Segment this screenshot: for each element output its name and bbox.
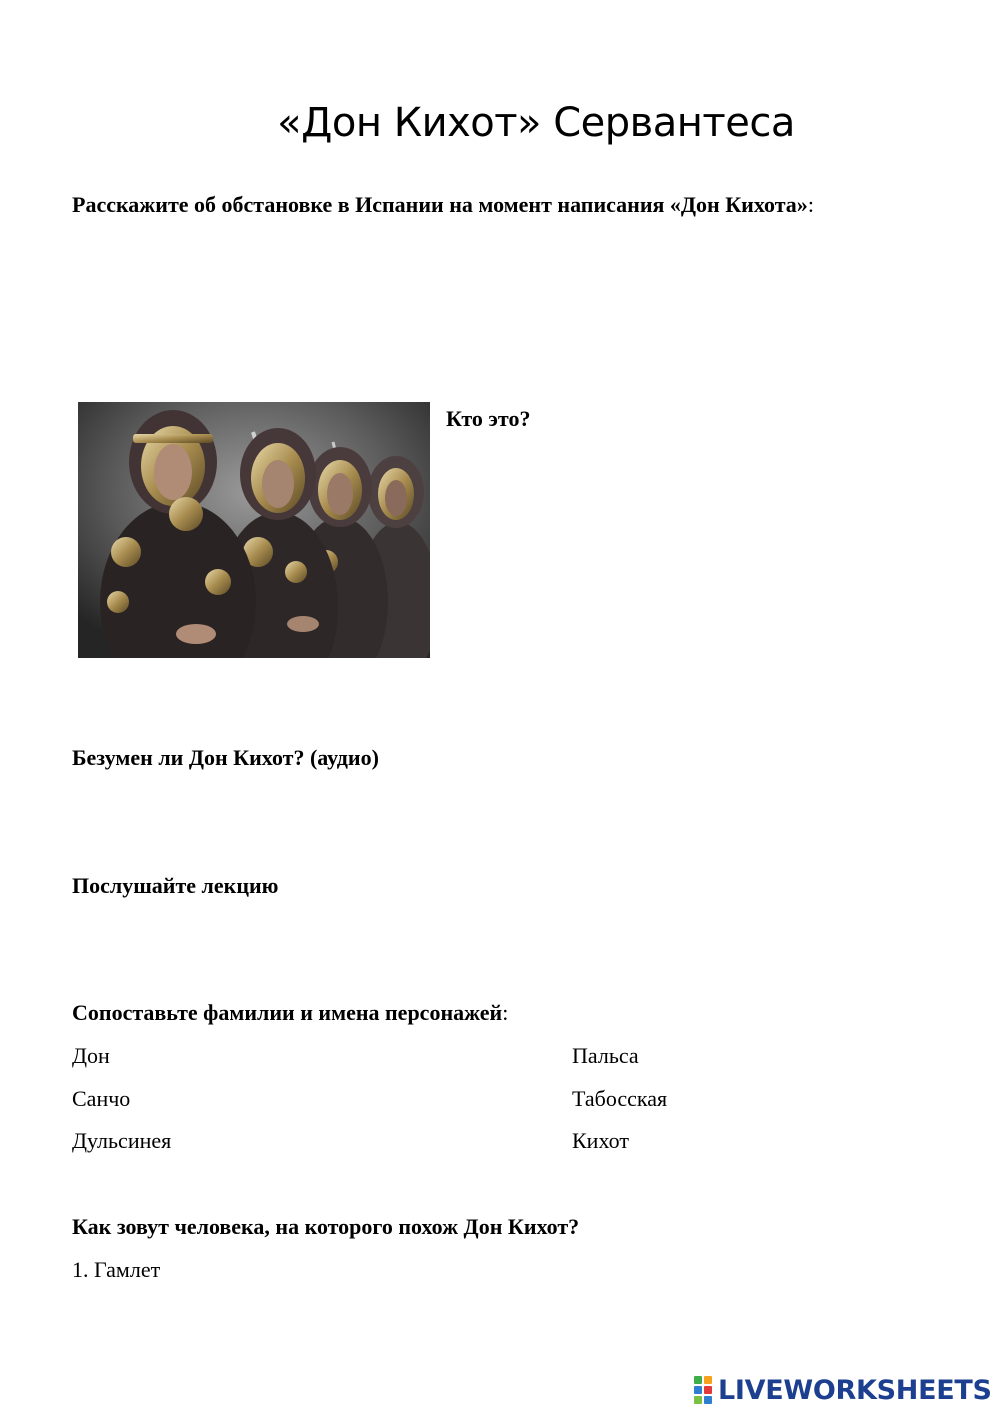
page-title: «Дон Кихот» Сервантеса bbox=[277, 100, 795, 146]
match-right-item[interactable]: Табосская bbox=[572, 1086, 668, 1111]
question-resemblance: Как зовут человека, на которого похож Дон Кихот? bbox=[72, 1214, 580, 1239]
logo-square bbox=[704, 1386, 712, 1394]
logo-square bbox=[694, 1396, 702, 1404]
logo-square bbox=[704, 1396, 712, 1404]
logo-text: LIVEWORKSHEETS bbox=[718, 1374, 992, 1406]
photo-question: Кто это? bbox=[446, 406, 531, 431]
liveworksheets-logo bbox=[694, 1373, 992, 1407]
match-left-item[interactable]: Санчо bbox=[72, 1086, 131, 1111]
logo-square bbox=[694, 1386, 702, 1394]
question-lecture: Послушайте лекцию bbox=[72, 873, 279, 898]
question-spain-context bbox=[72, 192, 814, 218]
warriors-illustration bbox=[78, 402, 430, 658]
question-match-names-text: Сопоставьте фамилии и имена персонажей bbox=[72, 1000, 503, 1025]
warriors-photo bbox=[78, 402, 430, 658]
match-right-item[interactable]: Пальса bbox=[572, 1043, 639, 1068]
question-madness: Безумен ли Дон Кихот? (аудио) bbox=[72, 745, 379, 770]
logo-grid-icon bbox=[694, 1376, 712, 1404]
answer-option[interactable]: 1. Гамлет bbox=[72, 1257, 161, 1282]
question-spain-context-colon: : bbox=[807, 192, 814, 217]
logo-square bbox=[694, 1376, 702, 1384]
question-match-names bbox=[72, 1000, 508, 1026]
match-left-item[interactable]: Дон bbox=[72, 1043, 110, 1068]
logo-square bbox=[704, 1376, 712, 1384]
match-right-item[interactable]: Кихот bbox=[572, 1128, 629, 1153]
match-left-item[interactable]: Дульсинея bbox=[72, 1128, 172, 1153]
question-match-names-colon: : bbox=[502, 1000, 509, 1025]
question-spain-context-text: Расскажите об обстановке в Испании на момент написания «Дон Кихота» bbox=[72, 192, 808, 217]
